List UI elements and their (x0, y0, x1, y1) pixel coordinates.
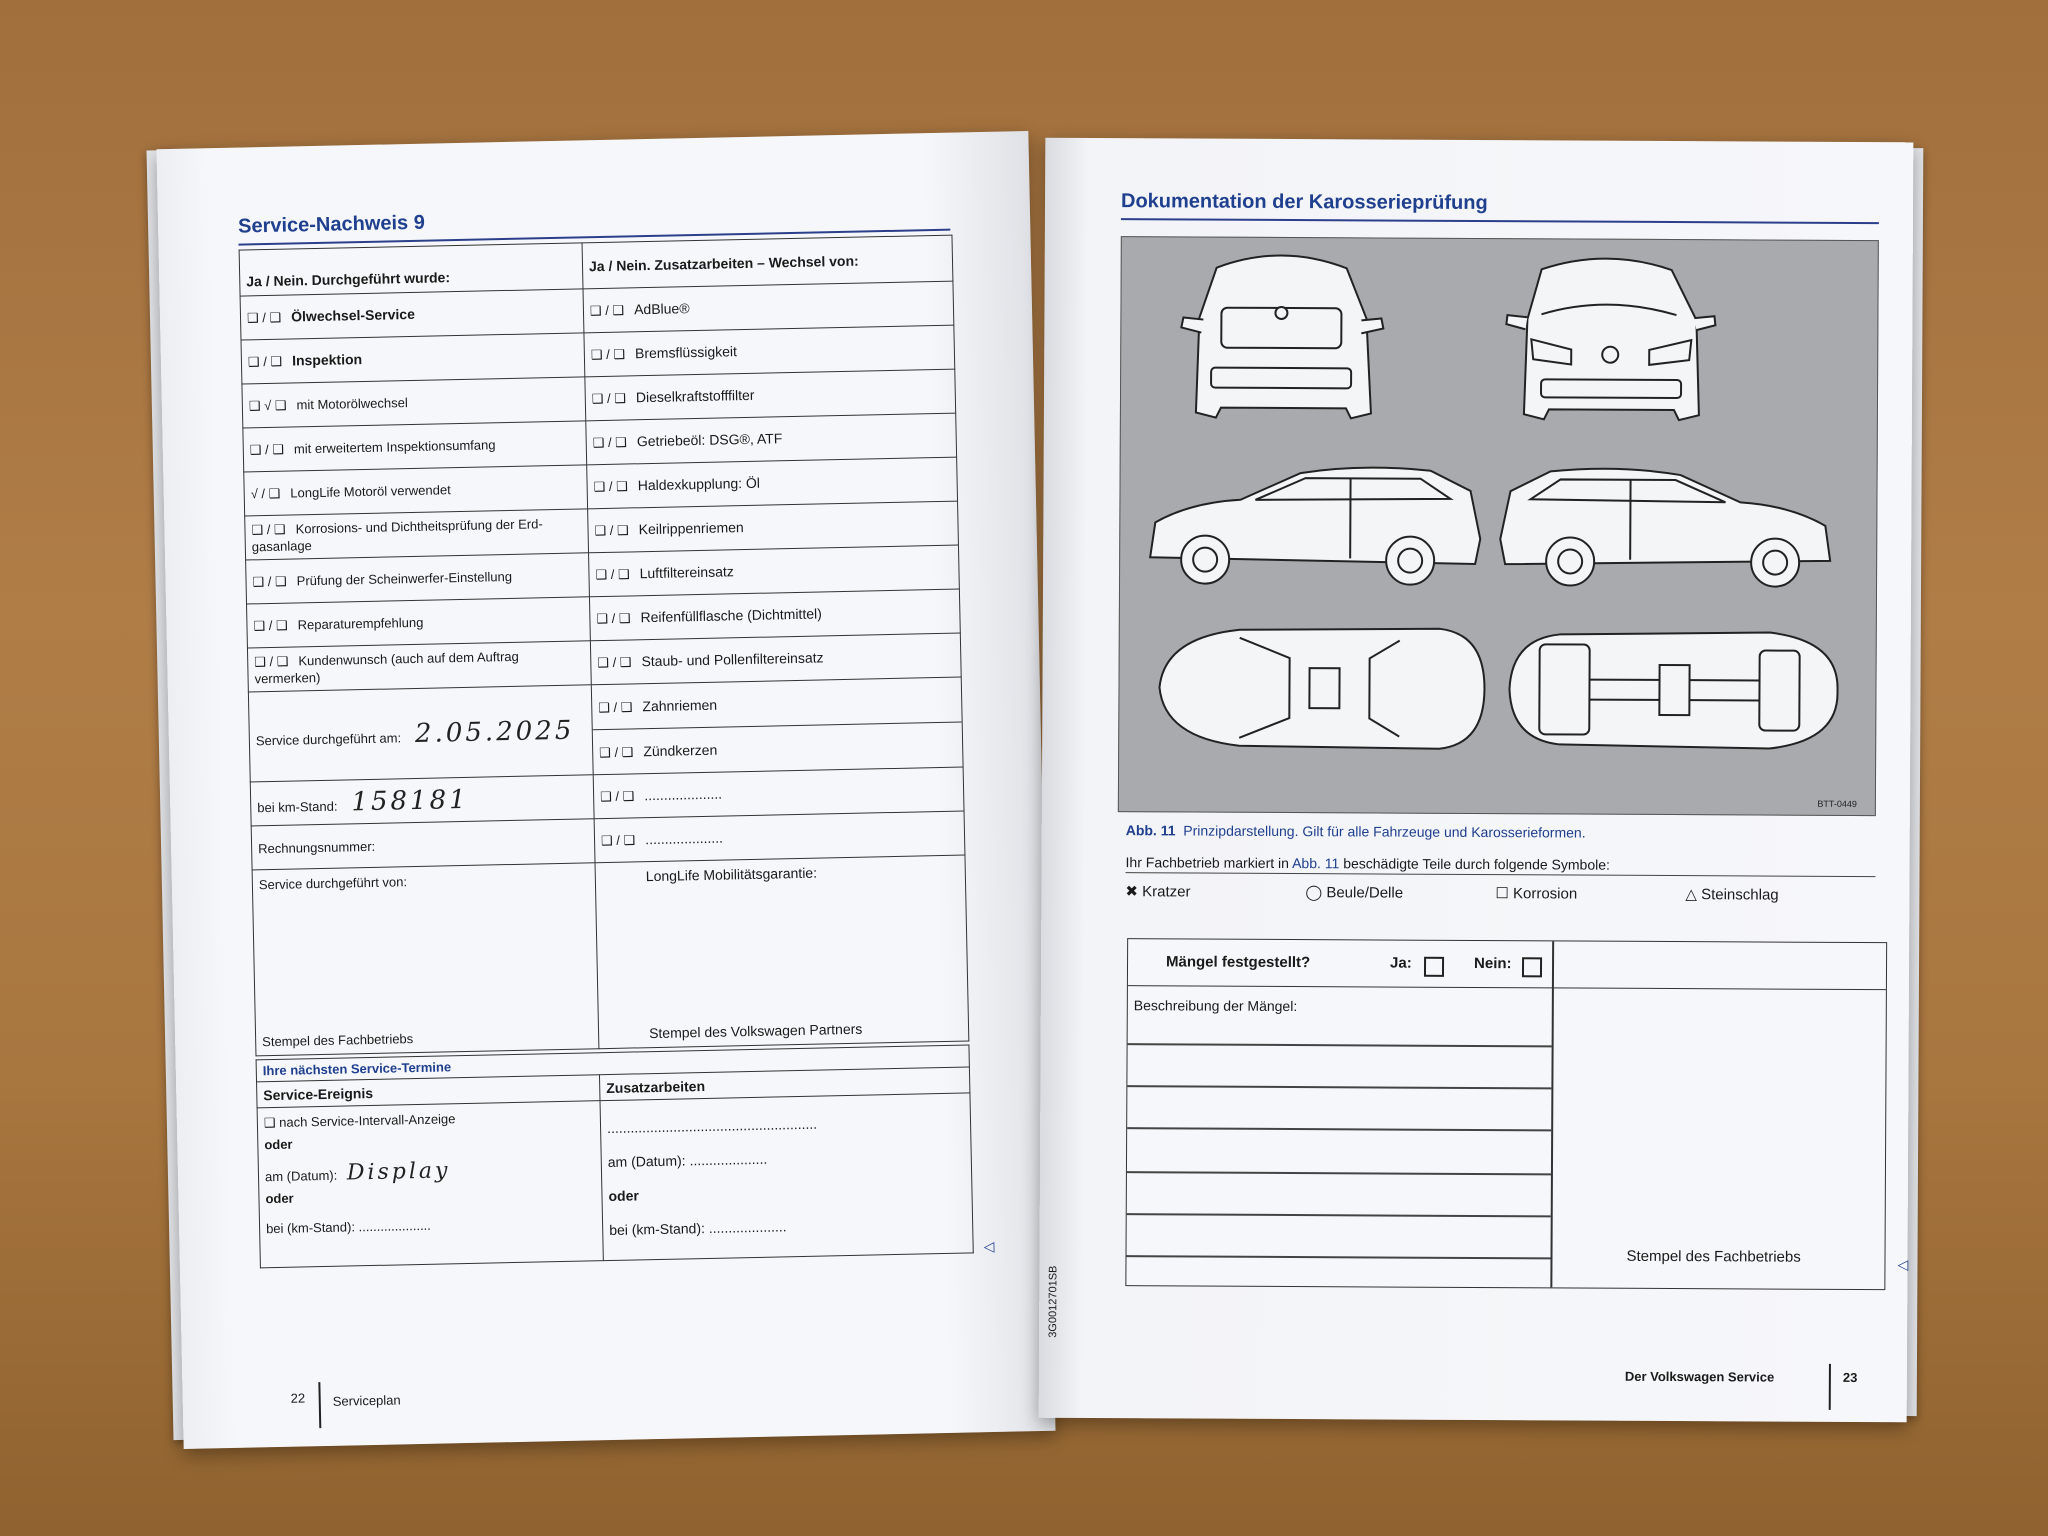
figure-caption: Abb. 11 Prinzipdarstellung. Gilt für alle Fahrzeuge und Karosserieformen. (1125, 822, 1586, 841)
next-service-title: Ihre nächsten Service-Termine (256, 1045, 969, 1082)
car-front-view-icon (1506, 258, 1716, 420)
service-record-table (239, 235, 970, 1057)
checkbox-reparaturempfehlung[interactable]: ❑ / ❑ (253, 617, 288, 634)
row-luftfilter[interactable]: ❑ / ❑ Luftfiltereinsatz (589, 545, 960, 597)
car-underbody-icon (1509, 631, 1838, 749)
row-keilrippenriemen[interactable]: ❑ / ❑ Keilrippenriemen (588, 501, 959, 553)
row-getriebeoel[interactable]: ❑ / ❑ Getriebeöl: DSG®, ATF (586, 413, 957, 465)
right-page-title: Dokumentation der Karosserieprüfung (1120, 190, 1488, 215)
col1-header: Ja / Nein. Durchgeführt wurde: (239, 243, 583, 296)
interval-option[interactable]: ❑ nach Service-Intervall-Anzeige (263, 1111, 456, 1131)
row-adblue[interactable]: ❑ / ❑ AdBlue® (583, 281, 954, 333)
page-number-right: 23 (1842, 1369, 1858, 1386)
row-dieselfilter[interactable]: ❑ / ❑ Dieselkraftstofffilter (585, 369, 956, 421)
checkbox-keilrippenriemen[interactable]: ❑ / ❑ (594, 522, 629, 539)
km-cell[interactable]: bei km-Stand: 158181 (250, 775, 594, 826)
next-date-value[interactable]: Display (346, 1158, 451, 1186)
row-extra-2[interactable]: ❑ / ❑ .................... (594, 811, 965, 863)
row-erdgasanlage[interactable]: ❑ / ❑ Korrosions- und Dichtheitsprüfung der Erd-gasanlage (245, 509, 589, 560)
right-stamp-label: Stempel des Fachbetriebs (1626, 1247, 1801, 1266)
checkbox-luftfilter[interactable]: ❑ / ❑ (595, 566, 630, 583)
car-side-left-icon (1150, 466, 1481, 585)
car-top-view-icon (1159, 627, 1485, 749)
checkbox-kundenwunsch[interactable]: ❑ / ❑ (254, 653, 289, 670)
description-area[interactable] (1126, 985, 1552, 1287)
right-page (1039, 138, 1914, 1423)
continue-arrow-icon: ◁ (983, 1237, 995, 1255)
checkbox-oelwechsel[interactable]: ❑ / ❑ (246, 309, 282, 326)
right-continue-arrow-icon: ◁ (1897, 1256, 1909, 1273)
left-page (156, 131, 1055, 1449)
car-diagram (1119, 237, 1878, 815)
checkbox-extra-2[interactable]: ❑ / ❑ (600, 832, 636, 849)
row-haldex[interactable]: ❑ / ❑ Haldexkupplung: Öl (587, 457, 958, 509)
next-extra-cell[interactable]: ...................................................... am (Datum): .................... oder bei (km-Stand): .................... (600, 1093, 973, 1261)
checkbox-longlife-checked[interactable]: √ / ❑ (250, 485, 281, 502)
row-zahnriemen[interactable]: ❑ / ❑ Zahnriemen (592, 678, 962, 731)
row-inspektion[interactable]: ❑ / ❑ Inspektion (241, 333, 585, 384)
checkbox-bremsfluessigkeit[interactable]: ❑ / ❑ (590, 346, 626, 363)
checkbox-motoroelwechsel-checked[interactable]: ❑ √ ❑ (248, 397, 287, 414)
defects-form (1125, 938, 1887, 1290)
nein-checkbox[interactable] (1522, 957, 1542, 977)
symbol-legend (1125, 882, 1875, 906)
checkbox-zahnriemen[interactable]: ❑ / ❑ (598, 699, 633, 716)
figure-code: BTT-0449 (1817, 798, 1857, 809)
footer-divider-left (318, 1382, 321, 1428)
defects-question: Mängel festgestellt? (1165, 953, 1311, 972)
checkbox-adblue[interactable]: ❑ / ❑ (589, 302, 625, 319)
page-title: Service-Nachweis 9 (237, 211, 426, 238)
row-kundenwunsch[interactable]: ❑ / ❑ Kundenwunsch (auch auf dem Auftrag vermerken) (247, 641, 591, 692)
checkbox-pollenfilter[interactable]: ❑ / ❑ (597, 654, 632, 671)
checkbox-dieselfilter[interactable]: ❑ / ❑ (591, 390, 627, 407)
marking-instructions: Ihr Fachbetrieb markiert in Abb. 11 beschädigte Teile durch folgende Symbole: (1126, 854, 1876, 877)
row-zuendkerzen[interactable]: ❑ / ❑ Zündkerzen (593, 723, 963, 775)
side-code: 3G0012701SB (1047, 1265, 1060, 1338)
extra-work-line[interactable]: ...................................................... (606, 1115, 818, 1137)
nein-label: Nein: (1473, 954, 1512, 973)
row-motoroelwechsel[interactable]: ❑ √ ❑ mit Motorölwechsel (242, 377, 586, 428)
car-side-right-icon (1500, 468, 1831, 587)
mobility-cell[interactable]: LongLife Mobilitätsgarantie: Stempel des Volkswagen Partners (595, 855, 969, 1049)
row-oelwechsel[interactable]: ❑ / ❑ Ölwechsel-Service (240, 289, 584, 340)
row-extra-1[interactable]: ❑ / ❑ .................... (593, 767, 964, 819)
service-date-cell[interactable]: Service durchgeführt am: 2.05.2025 (248, 685, 593, 782)
description-label: Beschreibung der Mängel: (1133, 997, 1298, 1015)
checkbox-extra-1[interactable]: ❑ / ❑ (599, 788, 635, 805)
legend-stone-chip: △ Steinschlag (1685, 886, 1779, 904)
checkbox-scheinwerfer[interactable]: ❑ / ❑ (252, 573, 287, 590)
checkbox-erdgasanlage[interactable]: ❑ / ❑ (251, 521, 286, 538)
checkbox-reifenfuellflasche[interactable]: ❑ / ❑ (596, 610, 631, 627)
checkbox-zuendkerzen[interactable]: ❑ / ❑ (599, 744, 634, 761)
stamp-partner-label: Stempel des Volkswagen Partners (648, 1020, 863, 1042)
footer-divider-right (1829, 1364, 1831, 1410)
row-erweiterte-inspektion[interactable]: ❑ / ❑ mit erweitertem Inspektionsumfang (243, 421, 587, 472)
right-title-rule (1121, 218, 1879, 224)
invoice-cell[interactable]: Rechnungsnummer: (251, 819, 595, 870)
row-pollenfilter[interactable]: ❑ / ❑ Staub- und Pollenfiltereinsatz (590, 633, 961, 685)
row-longlife[interactable]: √ / ❑ LongLife Motoröl verwendet (244, 465, 588, 516)
stamp-workshop-label: Stempel des Fachbetriebs (262, 1031, 414, 1050)
checkbox-getriebeoel[interactable]: ❑ / ❑ (592, 434, 628, 451)
footer-section-right: Der Volkswagen Service (1624, 1368, 1775, 1385)
next-col1-header: Service-Ereignis (257, 1075, 600, 1108)
next-event-cell[interactable]: ❑ nach Service-Intervall-Anzeige oder am (Datum): Display oder bei (km-Stand): .................... (257, 1101, 603, 1268)
car-rear-view-icon (1181, 255, 1384, 419)
next-service-table (256, 1044, 974, 1268)
legend-dent: ◯ Beule/Delle (1305, 884, 1404, 902)
ja-label: Ja: (1389, 954, 1412, 972)
checkbox-inspektion[interactable]: ❑ / ❑ (247, 353, 283, 370)
col2-header: Ja / Nein. Zusatzarbeiten – Wechsel von: (582, 235, 953, 289)
body-diagram-figure (1118, 236, 1879, 816)
next-col2-header: Zusatzarbeiten (599, 1067, 969, 1101)
row-scheinwerfer[interactable]: ❑ / ❑ Prüfung der Scheinwerfer-Einstellung (246, 553, 590, 604)
row-reifenfuellflasche[interactable]: ❑ / ❑ Reifenfüllflasche (Dichtmittel) (589, 589, 960, 641)
row-reparaturempfehlung[interactable]: ❑ / ❑ Reparaturempfehlung (247, 597, 591, 648)
performed-by-cell[interactable]: Service durchgeführt von: Stempel des Fachbetriebs (252, 863, 599, 1056)
row-bremsfluessigkeit[interactable]: ❑ / ❑ Bremsflüssigkeit (584, 325, 955, 377)
service-date-value[interactable]: 2.05.2025 (414, 715, 575, 749)
checkbox-haldex[interactable]: ❑ / ❑ (593, 478, 628, 495)
checkbox-erweiterte-inspektion[interactable]: ❑ / ❑ (249, 441, 285, 458)
page-number-left: 22 (290, 1390, 306, 1406)
footer-section-left: Serviceplan (332, 1392, 401, 1409)
legend-scratch: ✖ Kratzer (1125, 883, 1191, 901)
legend-corrosion: ☐ Korrosion (1495, 885, 1578, 903)
ja-checkbox[interactable] (1424, 957, 1444, 977)
km-value[interactable]: 158181 (351, 784, 469, 817)
